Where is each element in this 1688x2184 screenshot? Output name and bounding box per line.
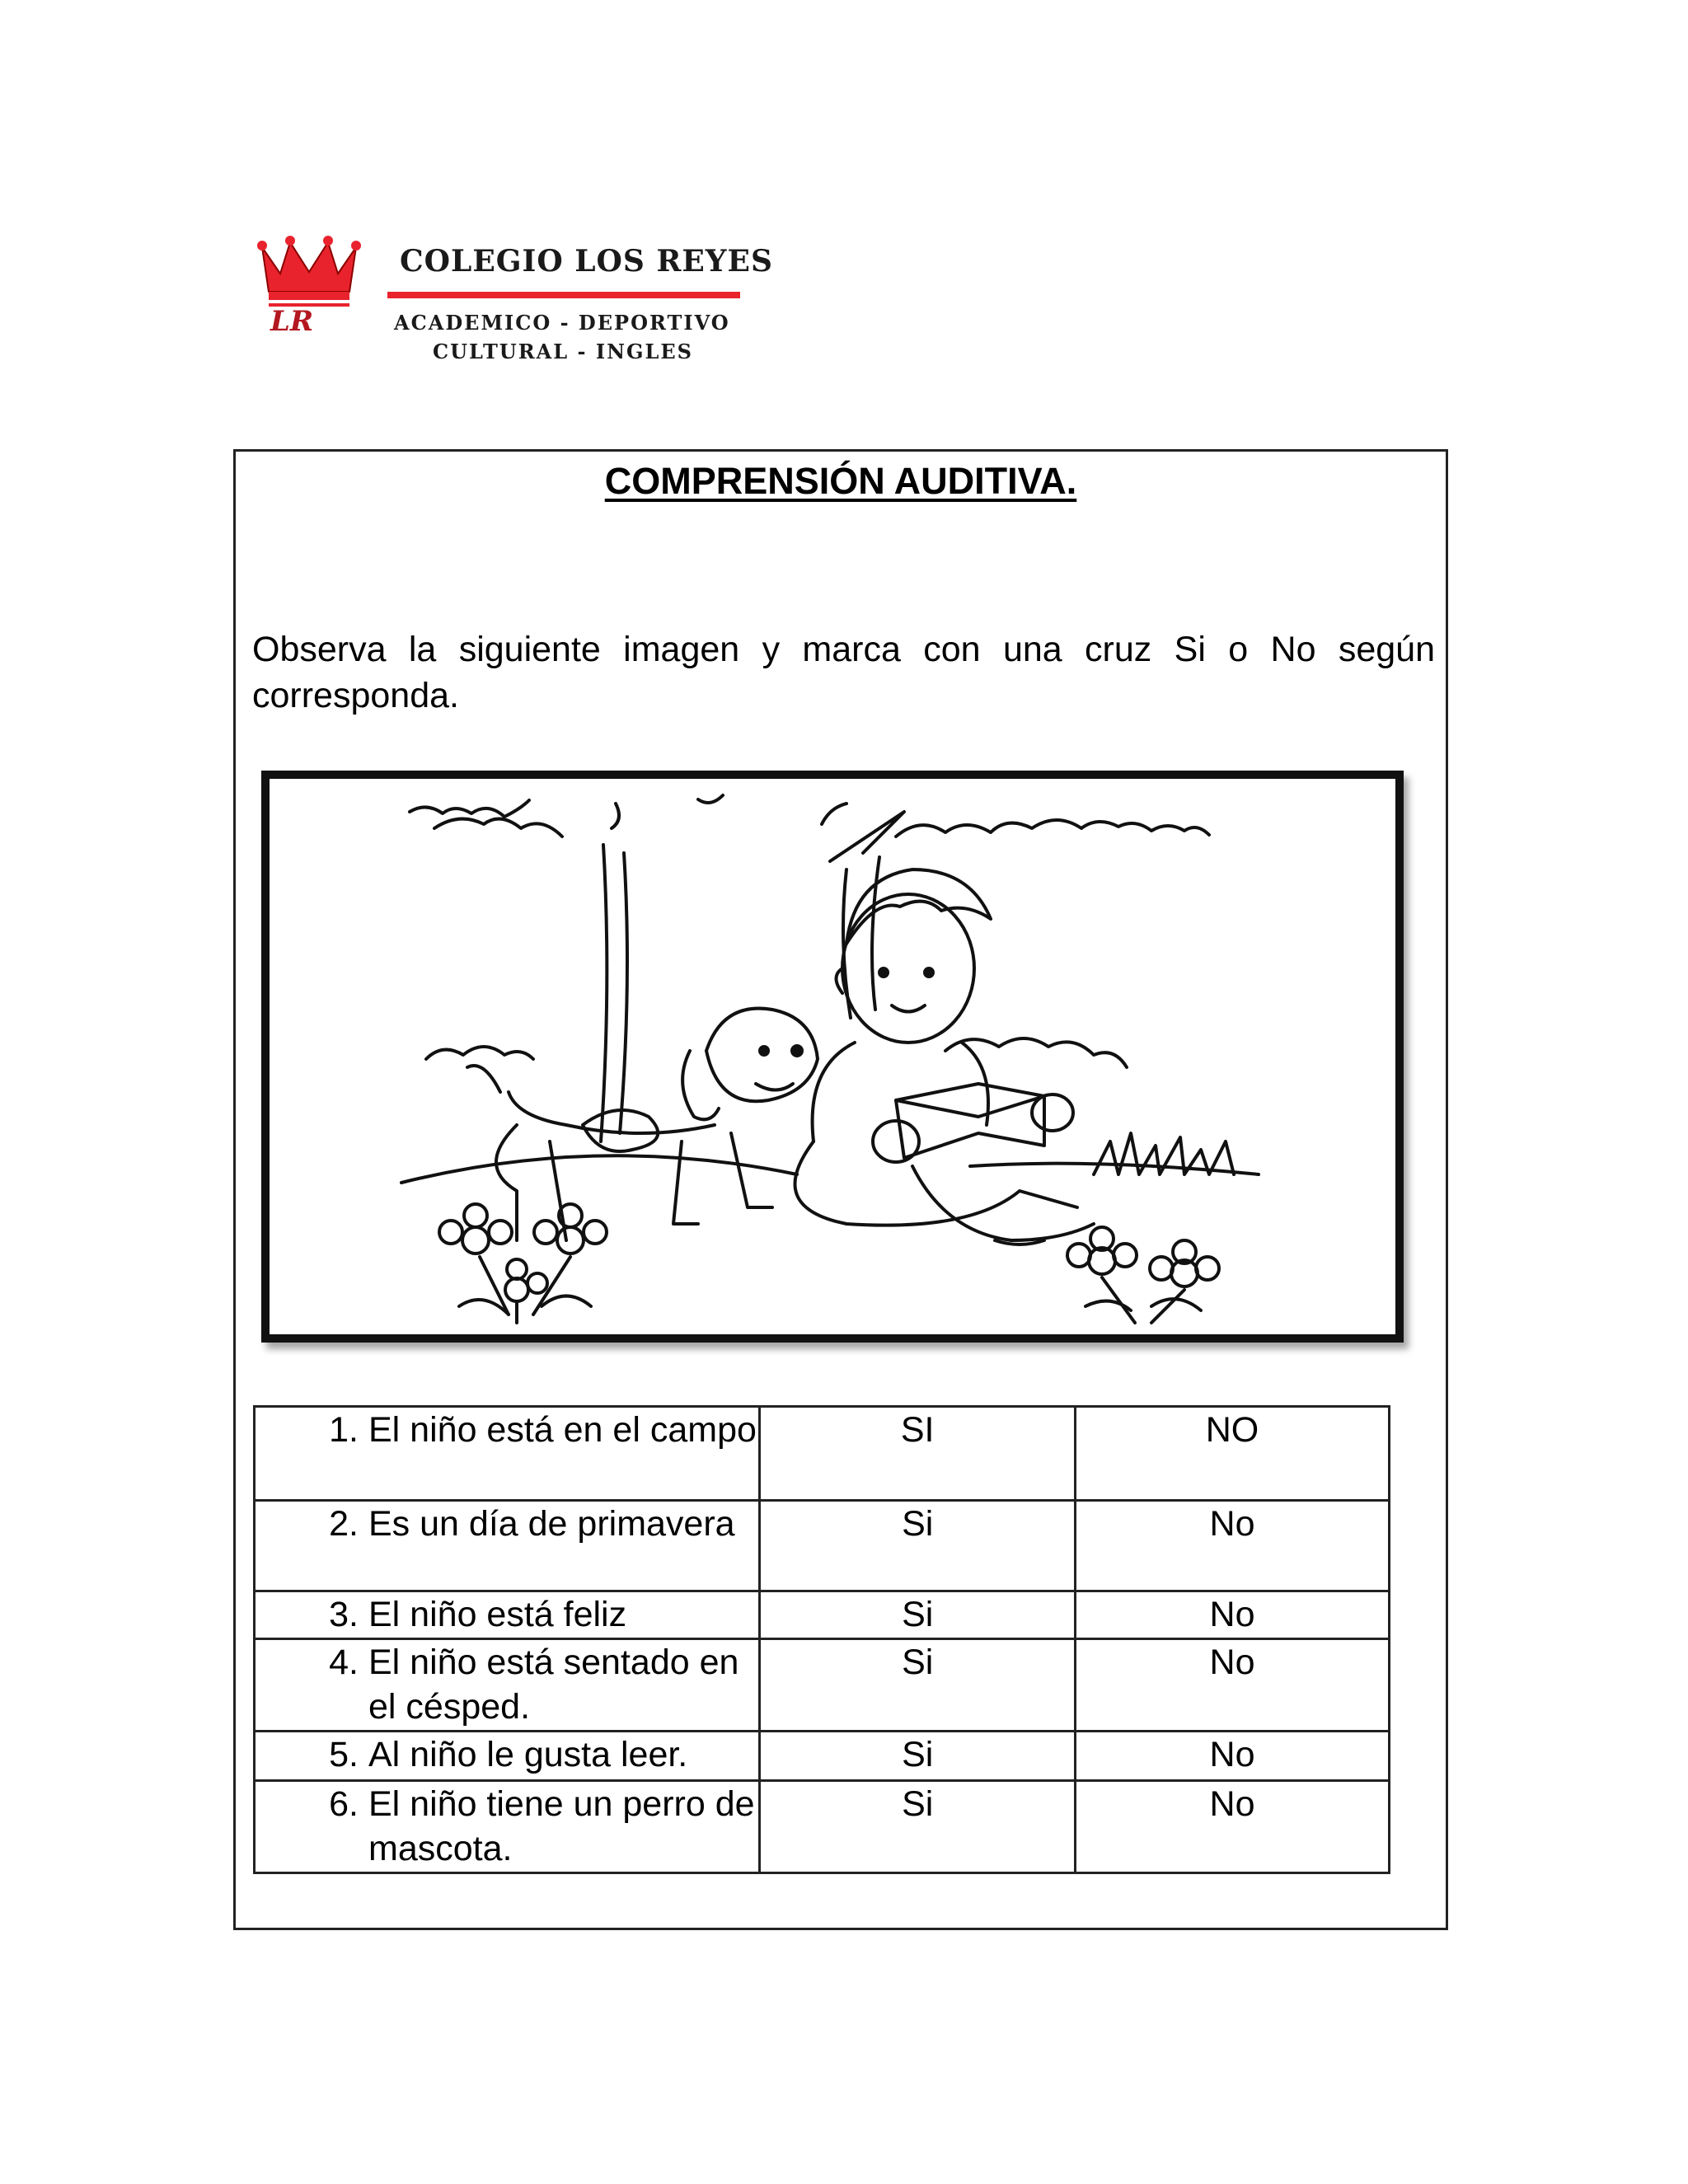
answer-yes-label: Si <box>902 1504 934 1544</box>
answer-no-label: No <box>1209 1595 1255 1634</box>
answer-no-cell[interactable] <box>1076 1407 1390 1501</box>
logo-divider <box>387 292 740 298</box>
answer-yes-cell[interactable] <box>760 1501 1076 1591</box>
answer-yes-cell[interactable] <box>760 1591 1076 1639</box>
answer-yes-cell[interactable] <box>760 1732 1076 1781</box>
answer-no-cell[interactable] <box>1076 1639 1390 1732</box>
question-number: 5. <box>329 1735 359 1774</box>
answer-no-label: No <box>1209 1735 1255 1774</box>
answer-no-label: No <box>1209 1504 1255 1544</box>
answer-yes-cell[interactable] <box>760 1639 1076 1732</box>
illustration-boy-reading <box>261 771 1404 1343</box>
answer-no-label: No <box>1209 1784 1255 1824</box>
table-row <box>255 1732 1390 1781</box>
question-text: El niño tiene un perro de mascota. <box>368 1784 755 1868</box>
logo-monogram: LR <box>270 305 314 338</box>
answer-no-label: NO <box>1205 1410 1259 1450</box>
question-cell <box>255 1501 760 1591</box>
answer-no-cell[interactable] <box>1076 1781 1390 1873</box>
table-row <box>255 1407 1390 1501</box>
answer-yes-label: Si <box>902 1735 934 1774</box>
answer-no-cell[interactable] <box>1076 1732 1390 1781</box>
school-name: COLEGIO LOS REYES <box>400 244 773 279</box>
answer-yes-label: SI <box>900 1410 935 1450</box>
answer-yes-label: Si <box>902 1784 934 1824</box>
question-number: 6. <box>329 1784 359 1824</box>
question-text: Es un día de primavera <box>368 1504 735 1544</box>
question-text: El niño está en el campo <box>368 1410 757 1450</box>
question-cell <box>255 1732 760 1781</box>
answer-no-cell[interactable] <box>1076 1591 1390 1639</box>
question-cell <box>255 1639 760 1732</box>
answer-no-cell[interactable] <box>1076 1501 1390 1591</box>
instruction-text: Observa la siguiente imagen y marca con una cruz Si o No según corresponda. <box>252 630 1435 715</box>
worksheet-title: COMPRENSIÓN AUDITIVA. <box>604 460 1077 502</box>
table-row <box>255 1639 1390 1732</box>
table-row <box>255 1781 1390 1873</box>
question-cell <box>255 1407 760 1501</box>
question-text: El niño está feliz <box>368 1595 627 1634</box>
answer-no-label: No <box>1209 1643 1255 1682</box>
question-text: Al niño le gusta leer. <box>368 1735 688 1774</box>
school-tagline-2: CULTURAL - INGLES <box>433 340 694 363</box>
answer-yes-cell[interactable] <box>760 1407 1076 1501</box>
crown-icon <box>256 232 363 340</box>
table-row <box>255 1591 1390 1639</box>
answer-yes-label: Si <box>902 1643 934 1682</box>
question-number: 2. <box>329 1504 359 1544</box>
question-number: 3. <box>329 1595 359 1634</box>
question-number: 4. <box>329 1643 359 1682</box>
question-cell <box>255 1591 760 1639</box>
table-row <box>255 1501 1390 1591</box>
answer-yes-label: Si <box>902 1595 934 1634</box>
school-logo <box>256 232 773 373</box>
question-text: El niño está sentado en el césped. <box>368 1643 739 1727</box>
worksheet-frame <box>233 449 1448 1930</box>
question-cell <box>255 1781 760 1873</box>
answer-table <box>253 1405 1390 1874</box>
answer-yes-cell[interactable] <box>760 1781 1076 1873</box>
question-number: 1. <box>329 1410 359 1450</box>
school-tagline-1: ACADEMICO - DEPORTIVO <box>394 311 730 335</box>
